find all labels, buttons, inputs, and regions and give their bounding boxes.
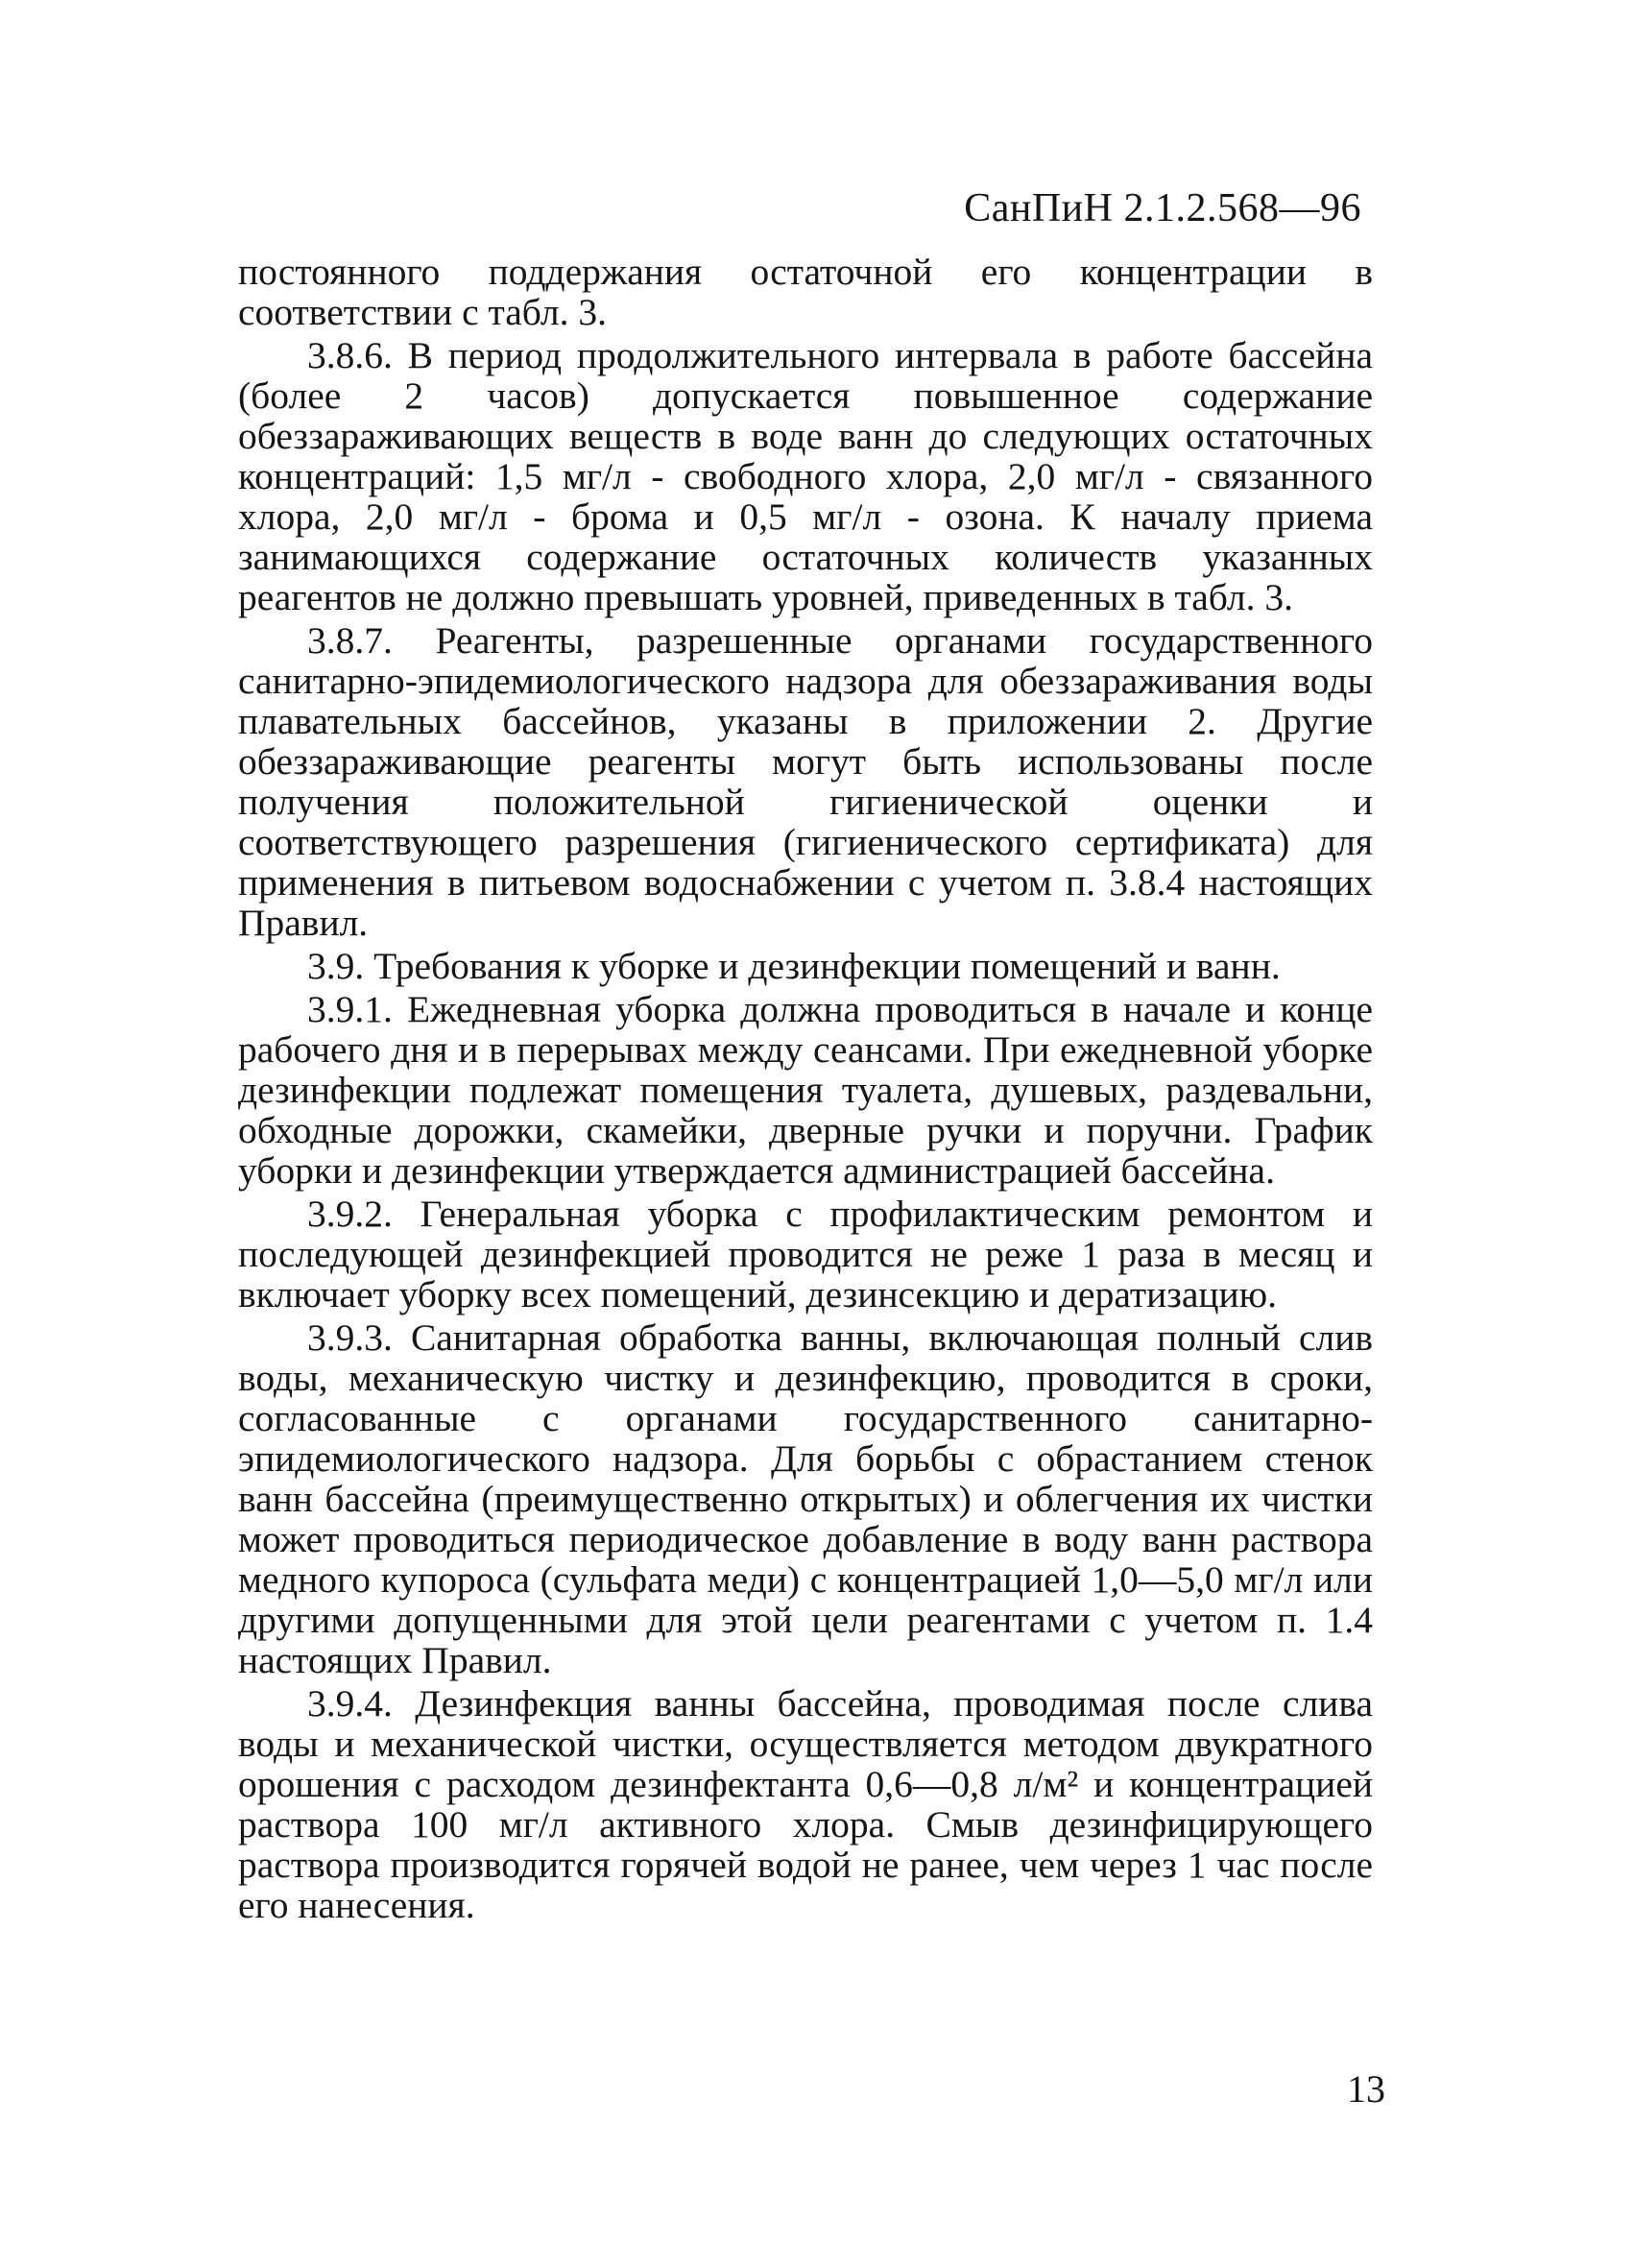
document-code-header: СанПиН 2.1.2.568—96 bbox=[964, 186, 1361, 230]
paragraph-3-8-7: 3.8.7. Реагенты, разрешенные органами государственного санитарно-эпидемиологического надзора для обеззараживания воды плавательных бассейнов, указаны в приложении 2. Другие обеззараживающие реагенты могут быть использованы после получения положительной гигиенической оценки и соответствующего разрешения (гигиенического сертификата) для применения в питьевом водоснабжении с учетом п. 3.8.4 настоящих Правил. bbox=[238, 619, 1373, 944]
paragraph-3-8-6: 3.8.6. В период продолжительного интервала в работе бассейна (более 2 часов) допускается повышенное содержание обеззараживающих веществ в воде ванн до следующих остаточных концентраций: 1,5 мг/л - свободного хлора, 2,0 мг/л - связанного хлора, 2,0 мг/л - брома и 0,5 мг/л - озона. К началу приема занимающихся содержание остаточных количеств указанных реагентов не должно превышать уровней, приведенных в табл. 3. bbox=[238, 334, 1373, 618]
section-heading-3-9: 3.9. Требования к уборке и дезинфекции помещений и ванн. bbox=[307, 945, 1281, 987]
page-number: 13 bbox=[1347, 2067, 1385, 2111]
paragraph-3-9-4: 3.9.4. Дезинфекция ванны бассейна, проводимая после слива воды и механической чистки, осуществляется методом двукратного орошения с расходом дезинфектанта 0,6—0,8 л/м² и концентрацией раствора 100 мг/л активного хлора. Смыв дезинфицирующего раствора производится горячей водой не ранее, чем через 1 час после его нанесения. bbox=[238, 1682, 1373, 1926]
body-text bbox=[238, 252, 1373, 1925]
paragraph-3-9-3: 3.9.3. Санитарная обработка ванны, включающая полный слив воды, механическую чистку и дезинфекцию, проводится в сроки, согласованные с органами государственного санитарно-эпидемиологического надзора. Для борьбы с обрастанием стенок ванн бассейна (преимущественно открытых) и облегчения их чистки может проводиться периодическое добавление в воду ванн раствора медного купороса (сульфата меди) с концентрацией 1,0—5,0 мг/л или другими допущенными для этой цели реагентами с учетом п. 1.4 настоящих Правил. bbox=[238, 1316, 1373, 1681]
paragraph-3-9-1: 3.9.1. Ежедневная уборка должна проводиться в начале и конце рабочего дня и в перерывах между сеансами. При ежедневной уборке дезинфекции подлежат помещения туалета, душевых, раздевальни, обходные дорожки, скамейки, дверные ручки и поручни. График уборки и дезинфекции утверждается администрацией бассейна. bbox=[238, 988, 1373, 1192]
paragraph-3-9-2: 3.9.2. Генеральная уборка с профилактическим ремонтом и последующей дезинфекцией проводится не реже 1 раза в месяц и включает уборку всех помещений, дезинсекцию и дератизацию. bbox=[238, 1193, 1373, 1315]
paragraph-continuation: постоянного поддержания остаточной его концентрации в соответствии с табл. 3. bbox=[238, 251, 1373, 333]
